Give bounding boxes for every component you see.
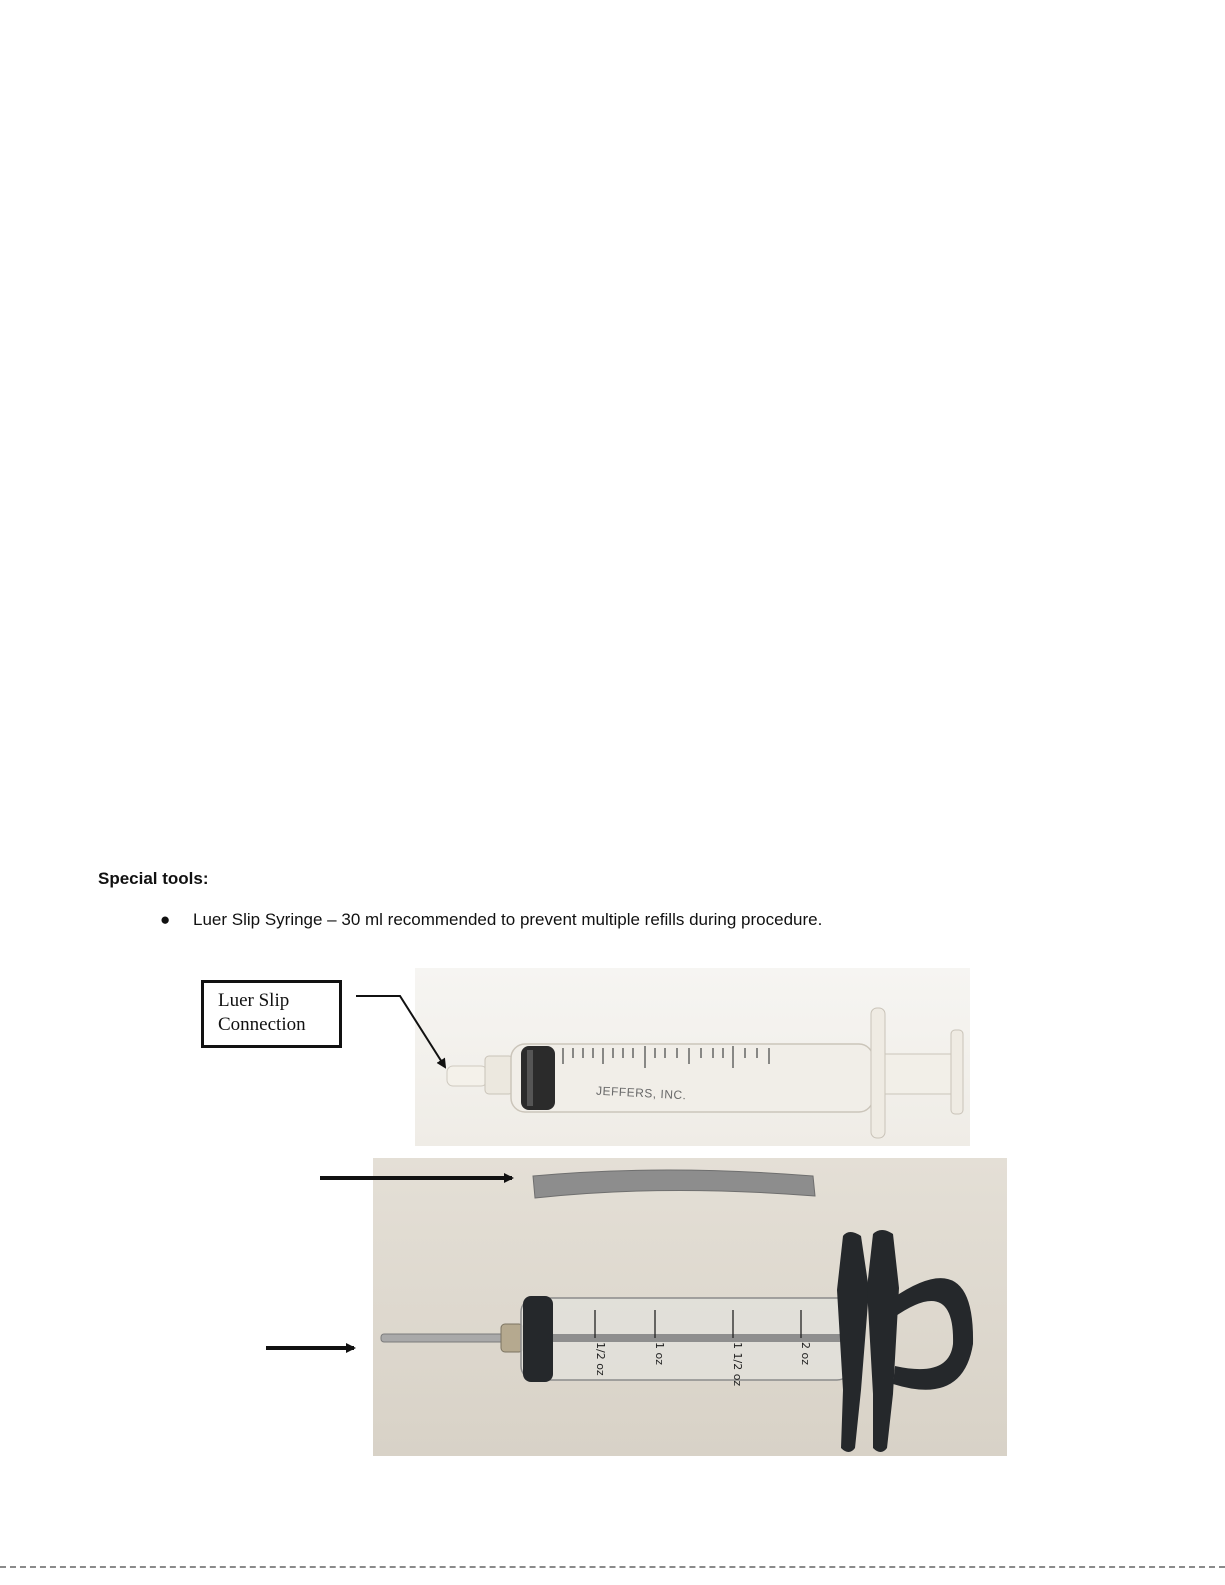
syringe-brand-label: JEFFERS, INC. <box>595 1083 687 1103</box>
list-item-text: Luer Slip Syringe – 30 ml recommended to prevent multiple refills during procedure. <box>193 910 823 929</box>
tools-list <box>160 903 840 936</box>
callout-line-1: Luer Slip <box>218 990 290 1011</box>
section-heading: Special tools: <box>98 869 209 888</box>
luer-slip-callout <box>201 980 342 1048</box>
page-bottom-rule <box>0 1566 1225 1568</box>
oz-mark-one: 1 oz <box>653 1342 666 1365</box>
injector-photo <box>373 1158 1007 1456</box>
callout-line-2: Connection <box>218 1014 306 1035</box>
oz-mark-half: 1/2 oz <box>594 1342 607 1376</box>
oz-mark-one-half: 1 1/2 oz <box>731 1342 744 1387</box>
luer-syringe-illustration <box>415 968 970 1146</box>
oz-mark-two: 2 oz <box>799 1342 812 1365</box>
luer-syringe-photo <box>415 968 970 1146</box>
injector-illustration <box>373 1158 1007 1456</box>
list-item <box>160 903 840 936</box>
bullet-icon: ● <box>160 910 171 929</box>
